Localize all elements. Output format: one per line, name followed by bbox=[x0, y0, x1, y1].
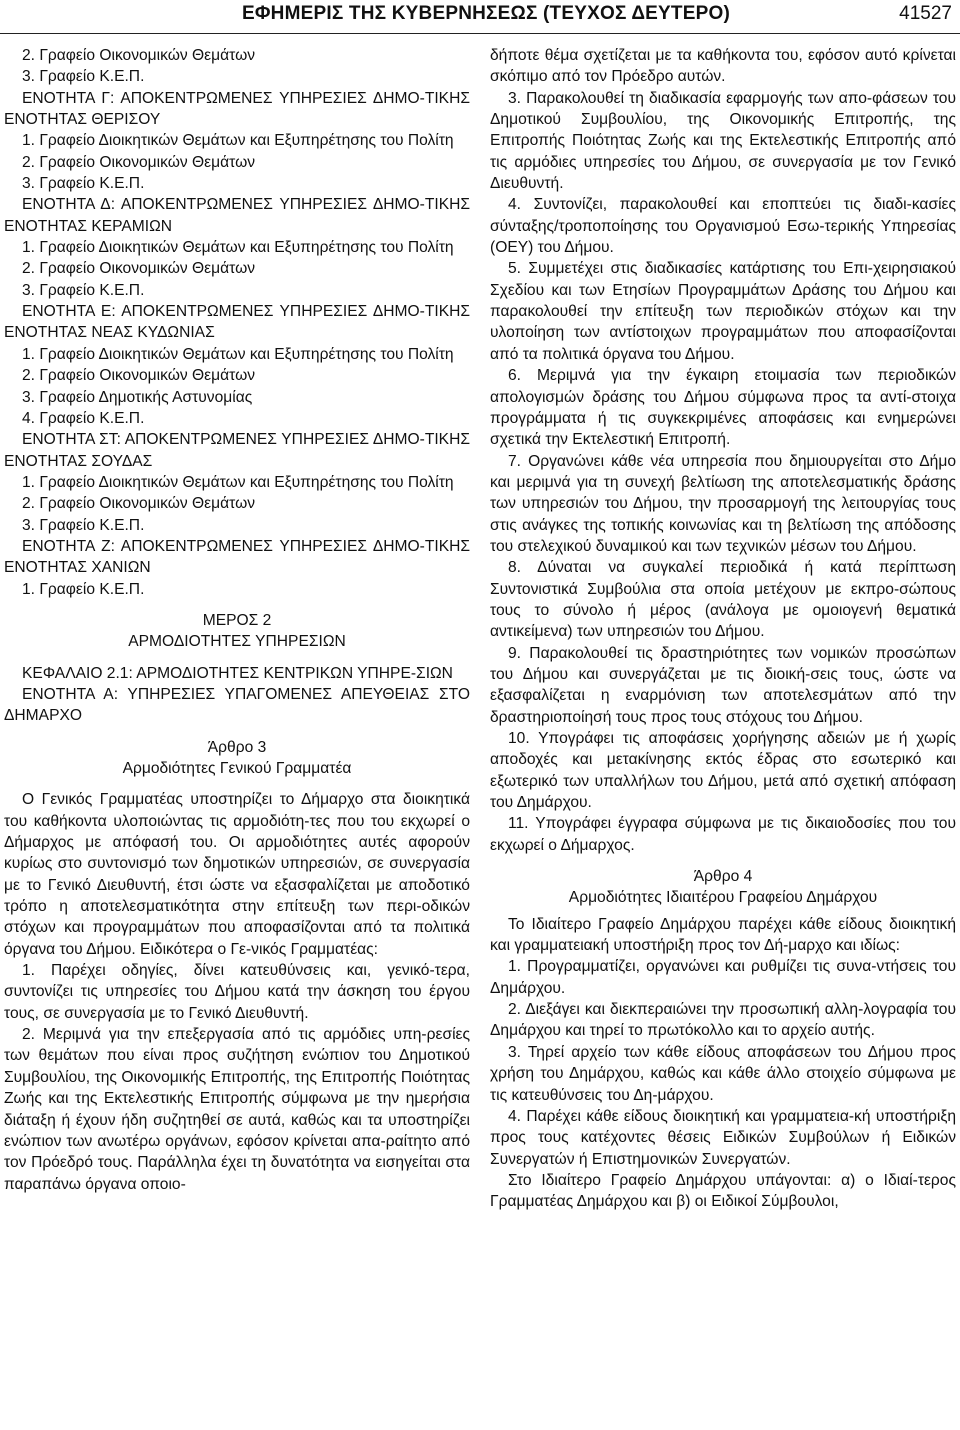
article-4-title: Άρθρο 4 bbox=[693, 868, 753, 886]
list-item: 3. Γραφείο Δημοτικής Αστυνομίας bbox=[22, 388, 253, 406]
part-title: ΜΕΡΟΣ 2 bbox=[202, 611, 272, 629]
list-item: 3. Γραφείο Κ.Ε.Π. bbox=[22, 281, 145, 299]
article-4-item-3: 3. Τηρεί αρχείο των κάθε είδους αποφάσεων του Δήμου προς χρήση του Δημάρχου, καθώς και κάθε άλλο στοιχείο σύμφωνα με τις κατευθύνσεις του Δη-μάρχου. bbox=[490, 1043, 956, 1104]
article-3-item-5: 5. Συμμετέχει στις διαδικασίες κατάρτισης του Επι-χειρησιακού Σχεδίου και των Ετησίων Προγραμμάτων Δράσης του Δήμου και παρακολουθεί την επίτευξη των περιοδικών στόχων και την υλοποίηση των αντίστοιχων προγραμμάτων που αποφασίζονται από τα πολιτικά όργανα του Δήμου. bbox=[490, 260, 956, 363]
chapter-heading: ΚΕΦΑΛΑΙΟ 2.1: ΑΡΜΟΔΙΟΤΗΤΕΣ ΚΕΝΤΡΙΚΩΝ ΥΠΗΡΕ-ΣΙΩΝ bbox=[22, 664, 453, 682]
article-3-item-10: 10. Υπογράφει τις αποφάσεις χορήγησης αδειών με ή χωρίς αποδοχές και μετακίνησης εκτός έδρας στο εσωτερικό και εξωτερικό των υπαλλήλων του Δήμου, μετά από σχετική απόφαση του Δημάρχου. bbox=[490, 730, 956, 812]
article-3-item-11: 11. Υπογράφει έγγραφα σύμφωνα με τις δικαιοδοσίες που του εκχωρεί ο Δήμαρχος. bbox=[490, 815, 956, 854]
list-item: 3. Γραφείο Κ.Ε.Π. bbox=[22, 175, 145, 193]
article-3-title: Άρθρο 3 bbox=[207, 738, 267, 756]
article-3-item-7: 7. Οργανώνει κάθε νέα υπηρεσία που δημιουργείται στο Δήμο και μεριμνά για τη συνεχή βελτίωση της αποτελεσματικής δράσης των υπηρεσιών του Δήμου, την προσαρμογή της λειτουργίας τους στις ανάγκες της τοπικής κοινωνίας και τη βελτίωση της απόδοσης του στελεχικού δυναμικού και των τεχνικών μέσων του Δήμου. bbox=[490, 452, 956, 555]
list-item: 1. Γραφείο Διοικητικών Θεμάτων και Εξυπηρέτησης του Πολίτη bbox=[22, 473, 454, 491]
section-heading: ΕΝΟΤΗΤΑ Ζ: ΑΠΟΚΕΝΤΡΩΜΕΝΕΣ ΥΠΗΡΕΣΙΕΣ ΔΗΜΟ-ΤΙΚΗΣ ΕΝΟΤΗΤΑΣ ΧΑΝΙΩΝ bbox=[4, 537, 470, 577]
article-3-item-2: 2. Μεριμνά για την επεξεργασία από τις αρμόδιες υπη-ρεσίες των θεμάτων που είναι προς συζήτηση ενώπιον του Δημοτικού Συμβουλίου, της Οικονομικής Επιτροπής, της Επιτροπής Ποιότητας Ζωής και της Εκτελεστικής Επιτροπής σύμφωνα με την ημερήσια διάταξη ή έχουν ήδη συζητηθεί σε αυτά, καθώς και τα υποστηρίζει ενώπιον των ανωτέρω οργάνων, εφόσον κρίνεται απα-ραίτητο από τον Πρόεδρό τους. Παράλληλα έχει τη δυνατότητα να εισηγείται στα παραπάνω όργανα οποιο- bbox=[4, 1026, 470, 1193]
article-4-closing: Στο Ιδιαίτερο Γραφείο Δημάρχου υπάγονται: α) ο Ιδιαί-τερος Γραμματέας Δημάρχου και β) οι Ειδικοί Σύμβουλοι, bbox=[490, 1171, 956, 1211]
left-column bbox=[4, 45, 470, 1195]
article-3-item-2-continued: δήποτε θέμα σχετίζεται με τα καθήκοντα του, εφόσον αυτό κρίνεται σκόπιμο από τον Πρόεδρο αυτών. bbox=[490, 47, 956, 86]
page-header bbox=[0, 0, 960, 34]
list-item: 1. Γραφείο Διοικητικών Θεμάτων και Εξυπηρέτησης του Πολίτη bbox=[22, 132, 454, 150]
article-4-item-2: 2. Διεξάγει και διεκπεραιώνει την προσωπική αλλη-λογραφία του Δημάρχου και τηρεί το πρωτόκολλο και το αρχείο αυτής. bbox=[490, 1001, 956, 1040]
section-heading: ΕΝΟΤΗΤΑ Γ: ΑΠΟΚΕΝΤΡΩΜΕΝΕΣ ΥΠΗΡΕΣΙΕΣ ΔΗΜΟ-ΤΙΚΗΣ ΕΝΟΤΗΤΑΣ ΘΕΡΙΣΟΥ bbox=[4, 89, 470, 129]
list-item: 2. Γραφείο Οικονομικών Θεμάτων bbox=[22, 47, 256, 64]
article-3-intro: Ο Γενικός Γραμματέας υποστηρίζει το Δήμαρχο στα διοικητικά του καθήκοντα υλοποιώντας τις αρμοδιότη-τες που του εκχωρεί ο Δήμαρχος με απόφασή του. Οι αρμοδιότητες αυτές αφορούν κυρίως στο συντονισμό των δημοτικών υπηρεσιών, σε συνεργασία με το Γενικό Διευθυντή, έτσι ώστε να εξασφαλίζεται με αποδοτικό τρόπο η αποτελεσματικότητα στην επίτευξη των περι-οδικών στόχων και προγραμμάτων που αποφασίζονται από τα πολιτικά όργανα του Δήμου. Ειδικότερα ο Γε-νικός Γραμματέας: bbox=[4, 791, 470, 958]
header-rule bbox=[0, 33, 960, 34]
article-3-item-6: 6. Μεριμνά για την έγκαιρη ετοιμασία των περιοδικών απολογισμών δράσης του Δήμου σύμφωνα προς τα αντί-στοιχα προγράμματα ή τις συγκεκριμένες αποφάσεις και ενημερώνει σχετικά την Εκτελεστική Επιτροπή. bbox=[490, 367, 956, 449]
right-column bbox=[490, 45, 956, 1213]
list-item: 4. Γραφείο Κ.Ε.Π. bbox=[22, 409, 145, 427]
article-3-item-3: 3. Παρακολουθεί τη διαδικασία εφαρμογής των απο-φάσεων του Δημοτικού Συμβουλίου, της Οικονομικής Επιτροπής, της Επιτροπής Ποιότητας Ζωής και της Εκτελεστικής Επιτροπής από τις αρμόδιες υπηρεσίες του Δήμου, σε συνεργασία με τον Γενικό Διευθυντή. bbox=[490, 89, 956, 193]
gazette-title: ΕΦΗΜΕΡΙΣ ΤΗΣ ΚΥΒΕΡΝΗΣΕΩΣ (ΤΕΥΧΟΣ ΔΕΥΤΕΡΟ) bbox=[242, 3, 730, 24]
section-heading: ΕΝΟΤΗΤΑ Δ: ΑΠΟΚΕΝΤΡΩΜΕΝΕΣ ΥΠΗΡΕΣΙΕΣ ΔΗΜΟ-ΤΙΚΗΣ ΕΝΟΤΗΤΑΣ ΚΕΡΑΜΙΩΝ bbox=[4, 196, 470, 235]
section-heading: ΕΝΟΤΗΤΑ Ε: ΑΠΟΚΕΝΤΡΩΜΕΝΕΣ ΥΠΗΡΕΣΙΕΣ ΔΗΜΟ-ΤΙΚΗΣ ΕΝΟΤΗΤΑΣ ΝΕΑΣ ΚΥΔΩΝΙΑΣ bbox=[4, 303, 470, 342]
section-heading: ΕΝΟΤΗΤΑ ΣΤ: ΑΠΟΚΕΝΤΡΩΜΕΝΕΣ ΥΠΗΡΕΣΙΕΣ ΔΗΜΟ-ΤΙΚΗΣ ΕΝΟΤΗΤΑΣ ΣΟΥΔΑΣ bbox=[4, 431, 470, 470]
article-3-item-1: 1. Παρέχει οδηγίες, δίνει κατευθύνσεις και, γενικό-τερα, συντονίζει τις υπηρεσίες του Δήμου κατά την άσκηση του έργου τους, σε συνεργασία με το Γενικό Διευθυντή. bbox=[4, 962, 470, 1022]
article-3-item-4: 4. Συντονίζει, παρακολουθεί και εποπτεύει τις διαδι-κασίες σύνταξης/τροποποίησης του Οργανισμού Εσω-τερικής Υπηρεσίας (ΟΕΥ) του Δήμου. bbox=[490, 196, 956, 257]
list-item: 1. Γραφείο Διοικητικών Θεμάτων και Εξυπηρέτησης του Πολίτη bbox=[22, 345, 454, 363]
article-4-subtitle: Αρμοδιότητες Ιδιαιτέρου Γραφείου Δημάρχου bbox=[568, 889, 878, 907]
article-3-item-8: 8. Δύναται να συγκαλεί περιοδικά ή κατά περίπτωση Συντονιστικά Συμβούλια στα οποία μετέχουν με εκπρο-σώπους τους το σύνολο ή μέρος (ανάλογα με ομοιογενή θεματικά αντικείμενα) των υπηρεσιών του Δήμου. bbox=[490, 559, 956, 641]
article-3-subtitle: Αρμοδιότητες Γενικού Γραμματέα bbox=[122, 760, 352, 777]
list-item: 1. Γραφείο Διοικητικών Θεμάτων και Εξυπηρέτησης του Πολίτη bbox=[22, 239, 454, 257]
page-number: 41527 bbox=[899, 3, 952, 24]
list-item: 3. Γραφείο Κ.Ε.Π. bbox=[22, 68, 145, 86]
list-item: 2. Γραφείο Οικονομικών Θεμάτων bbox=[22, 260, 256, 278]
article-4-item-4: 4. Παρέχει κάθε είδους διοικητική και γραμματεια-κή υποστήριξη προς τους κατέχοντες θέσεις Ειδικών Συμβούλων ή Ειδικών Συνεργατών ή Επιστημονικών Συνεργατών. bbox=[490, 1107, 956, 1168]
article-4-item-1: 1. Προγραμματίζει, οργανώνει και ρυθμίζει τις συνα-ντήσεις του Δημάρχου. bbox=[490, 958, 956, 997]
list-item: 2. Γραφείο Οικονομικών Θεμάτων bbox=[22, 367, 256, 385]
part-subtitle: ΑΡΜΟΔΙΟΤΗΤΕΣ ΥΠΗΡΕΣΙΩΝ bbox=[128, 633, 346, 651]
list-item: 3. Γραφείο Κ.Ε.Π. bbox=[22, 516, 145, 534]
list-item: 2. Γραφείο Οικονομικών Θεμάτων bbox=[22, 153, 256, 171]
list-item: 2. Γραφείο Οικονομικών Θεμάτων bbox=[22, 495, 256, 513]
article-4-intro: Το Ιδιαίτερο Γραφείο Δημάρχου παρέχει κάθε είδους διοικητική και γραμματειακή υποστήριξη προς τον Δή-μαρχο και ιδίως: bbox=[490, 915, 956, 955]
article-3-item-9: 9. Παρακολουθεί τις δραστηριότητες των νομικών προσώπων του Δήμου και συνεργάζεται με τις διοική-σεις τους, ώστε να εξασφαλίζεται η εναρμόνιση των αποτελεσμάτων από την δραστηριοποίησή τους προς τους στόχους του Δήμου. bbox=[490, 644, 956, 726]
list-item: 1. Γραφείο Κ.Ε.Π. bbox=[22, 580, 145, 598]
unit-heading: ΕΝΟΤΗΤΑ Α: ΥΠΗΡΕΣΙΕΣ ΥΠΑΓΟΜΕΝΕΣ ΑΠΕΥΘΕΙΑΣ ΣΤΟ ΔΗΜΑΡΧΟ bbox=[4, 685, 470, 725]
